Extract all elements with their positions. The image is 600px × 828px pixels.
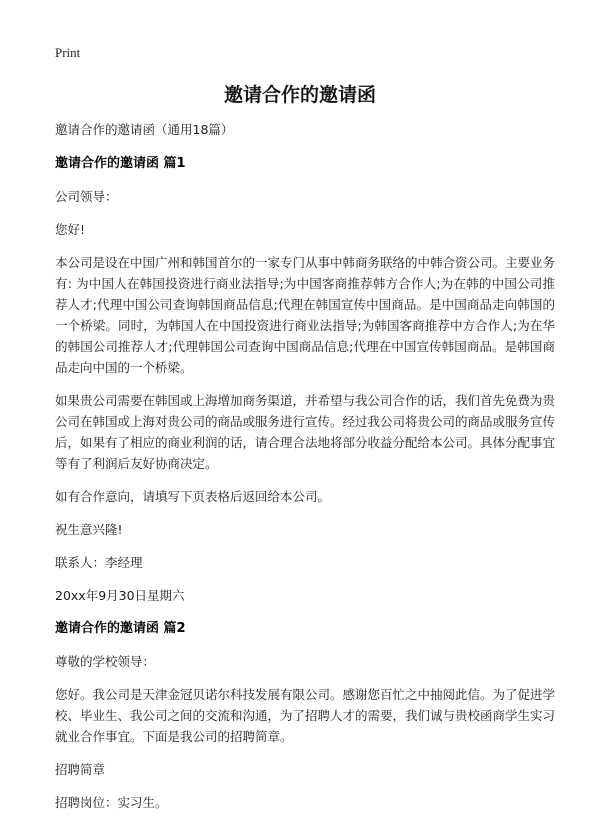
company-intro-paragraph: 本公司是设在中国广州和韩国首尔的一家专门从事中韩商务联络的中韩合资公司。主要业务有: 为中国人在韩国投资进行商业法指导;为中国客商推荐韩方合作人;为在韩的中国公司推荐人才;代理中国公司查询韩国商品信息;代理在韩国宣传中国商品。是中国商品走向韩国的一个桥梁。同时，为韩国人在中国投资进行商业法指导;为韩国客商推荐中方合作人;为在华的韩国公司推荐人才;代理韩国公司查询中国商品信息;代理在中国宣传韩国商品。是韩国商品走向中国的一个桥梁。 — [55, 255, 556, 375]
cooperation-paragraph: 如果贵公司需要在韩国或上海增加商务渠道，并希望与我公司合作的话，我们首先免费为贵公司在韩国或上海对贵公司的商品或服务进行宣传。经过我公司将贵公司的商品或服务宣传后，如果有了相应的商业利润的话，请合理合法地将部分收益分配给本公司。具体分配事宜等有了利润后友好协商决定。 — [55, 393, 556, 471]
document-subtitle: 邀请合作的邀请函（通用18篇） — [55, 122, 234, 137]
letter-date: 20xx年9月30日星期六 — [55, 588, 185, 603]
salutation: 公司领导： — [55, 189, 118, 204]
form-instruction: 如有合作意向，请填写下页表格后返回给本公司。 — [55, 489, 331, 504]
company-intro-paragraph: 您好。我公司是天津金冠贝诺尔科技发展有限公司。感谢您百忙之中抽阅此信。为了促进学校、毕业生、我公司之间的交流和沟通，为了招聘人才的需要，我们诚与贵校函商学生实习就业合作事宜。下面是我公司的招聘简章。 — [55, 687, 556, 744]
contact-person: 联系人：李经理 — [55, 555, 143, 570]
print-link[interactable]: Print — [55, 45, 81, 60]
section-heading-1: 邀请合作的邀请函 篇1 — [55, 156, 186, 171]
recruitment-position: 招聘岗位：实习生。 — [55, 795, 168, 810]
salutation: 尊敬的学校领导： — [55, 654, 156, 669]
greeting: 您好! — [55, 222, 86, 237]
recruitment-title: 招聘简章 — [55, 762, 106, 777]
page-title: 邀请合作的邀请函 — [223, 84, 376, 106]
section-heading-2: 邀请合作的邀请函 篇2 — [55, 621, 186, 636]
closing-wish: 祝生意兴隆! — [55, 522, 123, 537]
document-body — [55, 119, 555, 825]
